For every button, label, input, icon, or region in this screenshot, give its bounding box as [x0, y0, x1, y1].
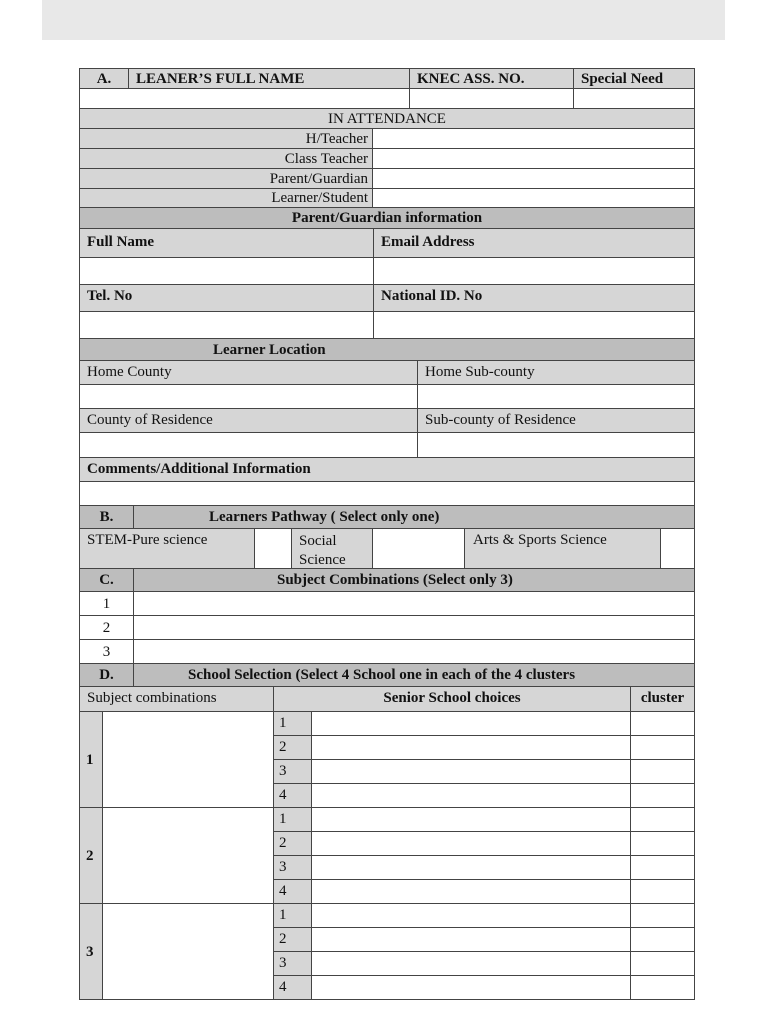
tel-field[interactable] [79, 311, 374, 339]
pathway-arts-checkbox[interactable] [660, 528, 695, 569]
choice-number: 1 [273, 807, 312, 832]
section-c-letter: C. [79, 568, 134, 592]
home-subcounty-field[interactable] [417, 384, 695, 409]
school-choice-field[interactable] [311, 735, 631, 760]
section-b-title: Learners Pathway ( Select only one) [133, 505, 695, 529]
subject-row-number: 2 [79, 615, 134, 640]
school-choice-field[interactable] [311, 759, 631, 784]
school-group-subject-field[interactable] [102, 903, 274, 1000]
choice-number: 3 [273, 759, 312, 784]
pathway-social-label: Social Science [291, 528, 373, 569]
col-subject-combinations: Subject combinations [79, 686, 274, 712]
attendance-label-headteacher: H/Teacher [79, 128, 373, 149]
pathway-stem-label: STEM-Pure science [79, 528, 255, 569]
school-group-label: 3 [79, 903, 103, 1000]
choice-number: 4 [273, 783, 312, 808]
school-group-subject-field[interactable] [102, 711, 274, 808]
school-choice-field[interactable] [311, 903, 631, 928]
cluster-field[interactable] [630, 951, 695, 976]
section-d-title: School Selection (Select 4 School one in each of the 4 clusters [133, 663, 695, 687]
choice-number: 2 [273, 927, 312, 952]
cluster-field[interactable] [630, 831, 695, 856]
special-need-label: Special Need [573, 68, 695, 89]
national-id-field[interactable] [373, 311, 695, 339]
col-senior-school-choices: Senior School choices [273, 686, 631, 712]
comments-field[interactable] [79, 481, 695, 506]
home-county-label: Home County [79, 360, 418, 385]
choice-number: 1 [273, 903, 312, 928]
cluster-field[interactable] [630, 783, 695, 808]
choice-number: 2 [273, 831, 312, 856]
section-c-title: Subject Combinations (Select only 3) [133, 568, 695, 592]
pathway-arts-label: Arts & Sports Science [464, 528, 661, 569]
school-choice-field[interactable] [311, 951, 631, 976]
subcounty-residence-field[interactable] [417, 432, 695, 458]
school-choice-field[interactable] [311, 879, 631, 904]
school-choice-field[interactable] [311, 711, 631, 736]
national-id-label: National ID. No [373, 284, 695, 312]
pathway-social-checkbox[interactable] [372, 528, 465, 569]
attendance-field-class-teacher[interactable] [372, 148, 695, 169]
subject-row-number: 1 [79, 591, 134, 616]
cluster-field[interactable] [630, 807, 695, 832]
home-county-field[interactable] [79, 384, 418, 409]
knec-label: KNEC ASS. NO. [409, 68, 574, 89]
email-field[interactable] [373, 257, 695, 285]
choice-number: 4 [273, 975, 312, 1000]
county-residence-field[interactable] [79, 432, 418, 458]
school-choice-field[interactable] [311, 807, 631, 832]
full-name-field[interactable] [79, 257, 374, 285]
cluster-field[interactable] [630, 735, 695, 760]
cluster-field[interactable] [630, 975, 695, 1000]
comments-label: Comments/Additional Information [79, 457, 695, 482]
email-label: Email Address [373, 228, 695, 258]
subject-row-field[interactable] [133, 639, 695, 664]
pathway-stem-checkbox[interactable] [254, 528, 292, 569]
choice-number: 1 [273, 711, 312, 736]
attendance-field-parent[interactable] [372, 168, 695, 189]
school-group-label: 2 [79, 807, 103, 904]
choice-number: 2 [273, 735, 312, 760]
attendance-label-learner: Learner/Student [79, 188, 373, 208]
school-choice-field[interactable] [311, 855, 631, 880]
tel-label: Tel. No [79, 284, 374, 312]
attendance-label-class-teacher: Class Teacher [79, 148, 373, 169]
choice-number: 3 [273, 951, 312, 976]
subcounty-residence-label: Sub-county of Residence [417, 408, 695, 433]
attendance-field-learner[interactable] [372, 188, 695, 208]
learner-name-field[interactable] [79, 88, 410, 109]
attendance-title: IN ATTENDANCE [79, 108, 695, 129]
parent-info-title: Parent/Guardian information [79, 207, 695, 229]
section-b-letter: B. [79, 505, 134, 529]
school-choice-field[interactable] [311, 927, 631, 952]
section-d-letter: D. [79, 663, 134, 687]
attendance-label-parent: Parent/Guardian [79, 168, 373, 189]
special-need-field[interactable] [573, 88, 695, 109]
county-residence-label: County of Residence [79, 408, 418, 433]
knec-field[interactable] [409, 88, 574, 109]
school-choice-field[interactable] [311, 831, 631, 856]
school-choice-field[interactable] [311, 783, 631, 808]
location-title: Learner Location [79, 338, 695, 361]
col-cluster: cluster [630, 686, 695, 712]
attendance-field-headteacher[interactable] [372, 128, 695, 149]
school-group-label: 1 [79, 711, 103, 808]
cluster-field[interactable] [630, 903, 695, 928]
choice-number: 4 [273, 879, 312, 904]
cluster-field[interactable] [630, 759, 695, 784]
subject-row-field[interactable] [133, 591, 695, 616]
full-name-label: Full Name [79, 228, 374, 258]
subject-row-number: 3 [79, 639, 134, 664]
school-group-subject-field[interactable] [102, 807, 274, 904]
subject-row-field[interactable] [133, 615, 695, 640]
cluster-field[interactable] [630, 855, 695, 880]
cluster-field[interactable] [630, 927, 695, 952]
home-subcounty-label: Home Sub-county [417, 360, 695, 385]
section-a-letter: A. [79, 68, 129, 89]
school-choice-field[interactable] [311, 975, 631, 1000]
choice-number: 3 [273, 855, 312, 880]
cluster-field[interactable] [630, 879, 695, 904]
cluster-field[interactable] [630, 711, 695, 736]
learner-name-label: LEANER’S FULL NAME [128, 68, 410, 89]
